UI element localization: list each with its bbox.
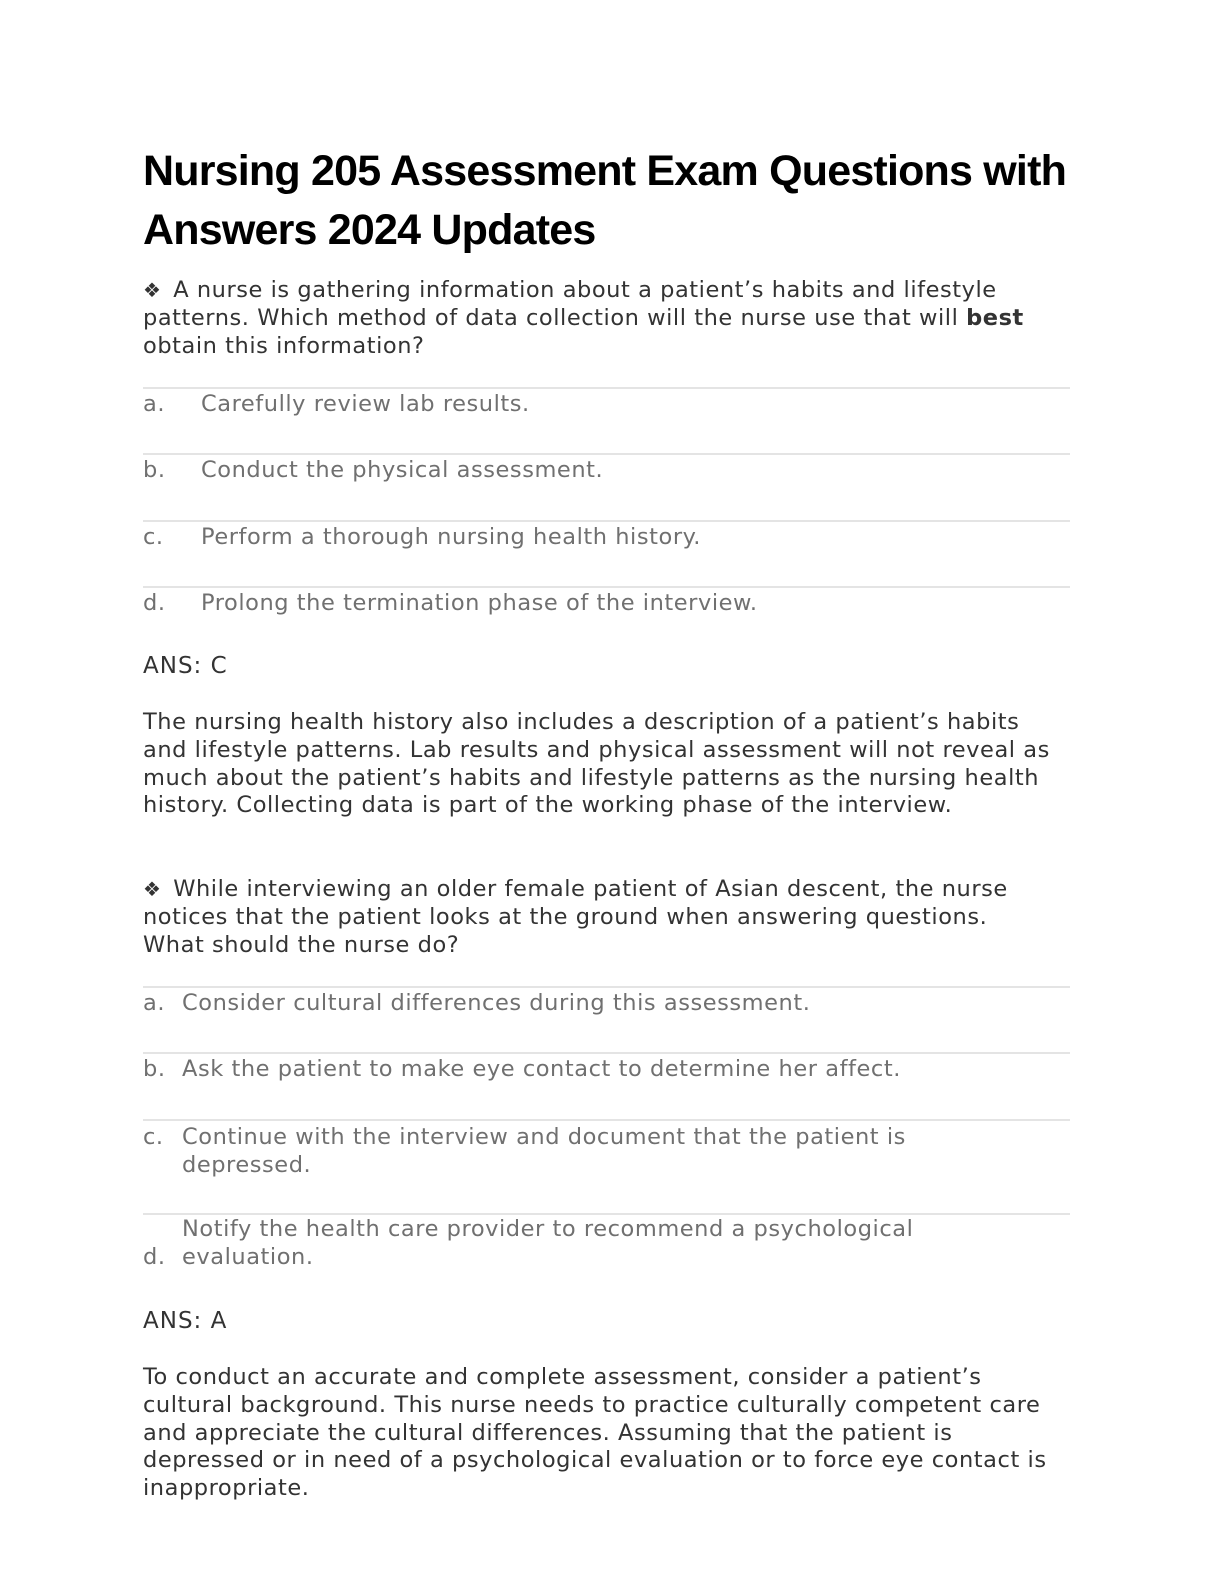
option-letter: d.	[143, 590, 166, 616]
option-text: Ask the patient to make eye contact to determine her affect.	[182, 1056, 901, 1082]
question-2-stem	[143, 876, 1043, 959]
option-text: Carefully review lab results.	[201, 391, 530, 417]
question-1-emphasis: best	[966, 304, 1024, 331]
option-letter: b.	[143, 1056, 166, 1082]
title-line-2: Answers 2024 Updates	[143, 206, 596, 254]
option-letter: a.	[143, 990, 166, 1016]
option-letter: c.	[143, 524, 164, 550]
question-1-option-c[interactable]	[143, 520, 1070, 550]
question-1-stem	[143, 277, 1043, 360]
question-2-option-d[interactable]	[143, 1213, 1070, 1270]
document-title	[143, 142, 1070, 260]
question-1-rationale: The nursing health history also includes a description of a patient’s habits and lifestyle patterns. Lab results and physical assessment will not reveal as much about the patient’s habits and lifestyle patterns as the nursing health history. Collecting data is part of the working phase of the interview.	[143, 709, 1050, 819]
question-2-text: While interviewing an older female patient of Asian descent, the nurse notices that the patient looks at the ground when answering questions. What should the nurse do?	[143, 876, 1008, 958]
option-text: Perform a thorough nursing health history.	[201, 524, 701, 550]
question-2-option-b[interactable]	[143, 1052, 1070, 1082]
question-1-answer: ANS: C	[143, 653, 228, 679]
option-text: Conduct the physical assessment.	[201, 457, 604, 483]
question-2-option-c[interactable]	[143, 1119, 1070, 1178]
diamond-bullet-icon: ❖	[143, 278, 162, 302]
option-letter: b.	[143, 457, 166, 483]
title-line-1: Nursing 205 Assessment Exam Questions with	[143, 147, 1067, 195]
option-text: Continue with the interview and document that the patient is depressed.	[182, 1124, 906, 1178]
question-2-option-a[interactable]	[143, 986, 1070, 1016]
option-letter: d.	[143, 1244, 166, 1270]
question-1-option-b[interactable]	[143, 453, 1070, 483]
question-1-text: A nurse is gathering information about a patient’s habits and lifestyle patterns. Which method of data collection will the nurse use that will	[143, 277, 997, 331]
option-text: Notify the health care provider to recommend a psychological evaluation.	[182, 1216, 914, 1270]
question-1-text-end: obtain this information?	[143, 332, 425, 359]
option-text: Consider cultural differences during this assessment.	[182, 990, 811, 1016]
option-letter: a.	[143, 391, 166, 417]
question-1-option-d[interactable]	[143, 586, 1070, 616]
diamond-bullet-icon: ❖	[143, 877, 162, 901]
question-2-answer: ANS: A	[143, 1308, 228, 1334]
option-letter: c.	[143, 1124, 164, 1150]
option-text: Prolong the termination phase of the interview.	[201, 590, 758, 616]
question-2-rationale: To conduct an accurate and complete assessment, consider a patient’s cultural background. This nurse needs to practice culturally competent care and appreciate the cultural differences. Assuming that the patient is depressed or in need of a psychological evaluation or to force eye contact is inappropriate.	[143, 1364, 1047, 1502]
question-1-option-a[interactable]	[143, 387, 1070, 417]
